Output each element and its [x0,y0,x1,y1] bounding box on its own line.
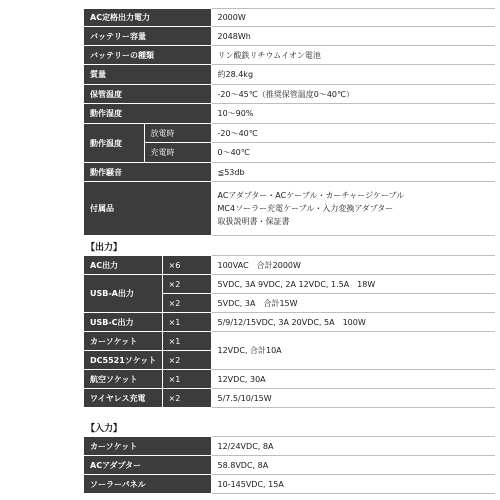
row-value: 12/24VDC, 8A [211,437,495,456]
row-value: 5/7.5/10/15W [211,389,495,408]
row-label: ソーラーパネル [84,475,211,494]
table-row [84,275,495,294]
row-qty: ×2 [162,275,211,294]
spec-table [84,8,495,236]
row-qty: ×6 [162,256,211,275]
row-qty: ×1 [162,332,211,351]
row-label: バッテリーの種類 [84,46,211,65]
row-label: カーソケット [84,437,211,456]
row-value: -20〜45℃（推奨保管温度0〜40℃） [211,85,495,104]
row-value: 12VDC, 合計10A [211,332,495,370]
accessory-line: MC4ソーラー充電ケーブル・入力変換アダプター [217,204,394,213]
row-sublabel: 充電時 [144,143,211,163]
table-row [84,65,495,85]
table-row [84,456,495,475]
input-heading: 【入力】 [86,424,123,434]
row-label: 動作温度 [84,124,144,163]
row-label: 質量 [84,65,211,85]
row-sublabel: 放電時 [144,124,211,143]
table-row [84,389,495,408]
row-value: リン酸鉄リチウムイオン電池 [211,46,495,65]
row-label: バッテリー容量 [84,27,211,46]
accessory-line: ACアダプター・ACケーブル・カーチャージケーブル [217,191,405,200]
table-row [84,370,495,389]
row-value: 5/9/12/15VDC, 3A 20VDC, 5A 100W [211,313,495,332]
row-value: 12VDC, 30A [211,370,495,389]
output-heading: 【出力】 [86,243,123,253]
table-row [84,85,495,104]
row-label: AC定格出力電力 [84,9,211,27]
row-qty: ×2 [162,389,211,408]
output-table [84,255,495,408]
row-value: 0〜40℃ [211,143,495,163]
table-row [84,313,495,332]
row-label: ACアダプター [84,456,211,475]
row-label: DC5521ソケット [84,351,162,370]
row-qty: ×1 [162,313,211,332]
table-row [84,437,495,456]
accessory-line: 取扱説明書・保証書 [217,217,290,226]
table-row [84,27,495,46]
table-row [84,163,495,182]
row-qty: ×2 [162,351,211,370]
table-row [84,124,495,143]
table-row [84,46,495,65]
row-label: 保管温度 [84,85,211,104]
row-value: 10-145VDC, 15A [211,475,495,494]
input-table [84,436,495,494]
row-qty: ×2 [162,294,211,313]
row-value [211,182,495,236]
row-label: ワイヤレス充電 [84,389,162,408]
row-value: 5VDC, 3A 9VDC, 2A 12VDC, 1.5A 18W [211,275,495,294]
table-row [84,182,495,236]
row-qty: ×1 [162,370,211,389]
row-value: 2048Wh [211,27,495,46]
row-value: ≦53db [211,163,495,182]
row-value: 100VAC 合計2000W [211,256,495,275]
row-value: 約28.4kg [211,65,495,85]
row-value: 2000W [211,9,495,27]
row-value: 58.8VDC, 8A [211,456,495,475]
row-label: カーソケット [84,332,162,351]
row-label: 動作湿度 [84,104,211,124]
table-row [84,104,495,124]
table-row [84,332,495,351]
table-row [84,475,495,494]
row-label: 動作騒音 [84,163,211,182]
row-label: 航空ソケット [84,370,162,389]
table-row [84,9,495,27]
row-label: AC出力 [84,256,162,275]
row-label: USB-C出力 [84,313,162,332]
row-value: -20〜40℃ [211,124,495,143]
table-row [84,256,495,275]
table-row [84,143,495,163]
row-label: 付属品 [84,182,211,236]
row-label: USB-A出力 [84,275,162,313]
row-value: 10〜90% [211,104,495,124]
row-value: 5VDC, 3A 合計15W [211,294,495,313]
